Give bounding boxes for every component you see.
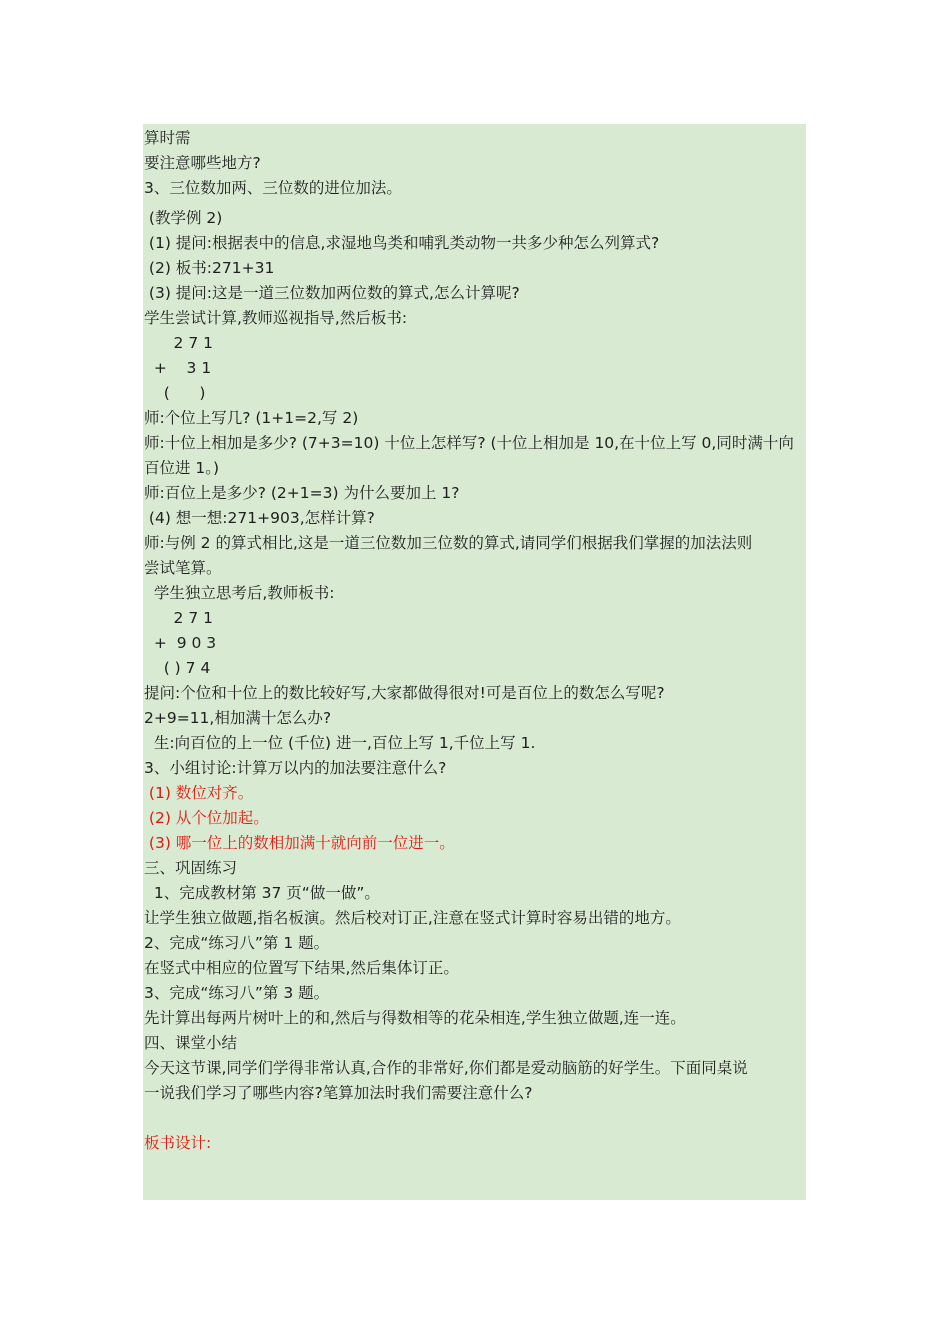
- text-line: 要注意哪些地方?: [144, 154, 261, 172]
- text-line: 师:与例 2 的算式相比,这是一道三位数加三位数的算式,请同学们根据我们掌握的加法法则: [144, 534, 753, 552]
- vertical-calc-line: + 3 1: [144, 359, 212, 377]
- text-line: (4) 想一想:271+903,怎样计算?: [144, 509, 375, 527]
- text-line: (2) 板书:271+31: [144, 259, 275, 277]
- text-line: 让学生独立做题,指名板演。然后校对订正,注意在竖式计算时容易出错的地方。: [144, 909, 681, 927]
- vertical-calc-line: ( ) 7 4: [144, 659, 211, 677]
- text-line: 1、完成教材第 37 页“做一做”。: [144, 884, 380, 902]
- key-point-red: (1) 数位对齐。: [144, 784, 254, 802]
- vertical-calc-line: + 9 0 3: [144, 634, 217, 652]
- text-line: 在竖式中相应的位置写下结果,然后集体订正。: [144, 959, 459, 977]
- text-line: 先计算出每两片树叶上的和,然后与得数相等的花朵相连,学生独立做题,连一连。: [144, 1009, 686, 1027]
- vertical-calc-line: ( ): [144, 384, 206, 402]
- key-point-red: (2) 从个位加起。: [144, 809, 269, 827]
- text-line: 尝试笔算。: [144, 559, 222, 577]
- section-heading: 3、三位数加两、三位数的进位加法。: [144, 179, 402, 197]
- text-line: (1) 提问:根据表中的信息,求湿地鸟类和哺乳类动物一共多少种怎么列算式?: [144, 234, 660, 252]
- lesson-plan-text: [144, 126, 799, 1156]
- section-heading: 三、巩固练习: [144, 859, 238, 877]
- text-line: 一说我们学习了哪些内容?笔算加法时我们需要注意什么?: [144, 1084, 533, 1102]
- vertical-calc-line: 2 7 1: [144, 609, 214, 627]
- board-design-heading: 板书设计:: [144, 1134, 212, 1152]
- text-line: 今天这节课,同学们学得非常认真,合作的非常好,你们都是爱动脑筋的好学生。下面同桌说: [144, 1059, 748, 1077]
- text-line: 师:十位上相加是多少? (7+3=10) 十位上怎样写? (十位上相加是 10,在十位上写 0,同时满十向百位进 1。): [144, 434, 794, 477]
- text-line: 学生独立思考后,教师板书:: [144, 584, 335, 602]
- vertical-calc-line: 2 7 1: [144, 334, 214, 352]
- text-line: 2+9=11,相加满十怎么办?: [144, 709, 332, 727]
- text-line: 学生尝试计算,教师巡视指导,然后板书:: [144, 309, 408, 327]
- text-line: 师:百位上是多少? (2+1=3) 为什么要加上 1?: [144, 484, 460, 502]
- text-line: (3) 提问:这是一道三位数加两位数的算式,怎么计算呢?: [144, 284, 520, 302]
- text-line: 2、完成“练习八”第 1 题。: [144, 934, 330, 952]
- text-line: 算时需: [144, 129, 191, 147]
- key-point-red: (3) 哪一位上的数相加满十就向前一位进一。: [144, 834, 455, 852]
- text-line: 生:向百位的上一位 (千位) 进一,百位上写 1,千位上写 1.: [144, 734, 536, 752]
- text-line: 3、小组讨论:计算万以内的加法要注意什么?: [144, 759, 447, 777]
- section-heading: 四、课堂小结: [144, 1034, 238, 1052]
- text-line: 提问:个位和十位上的数比较好写,大家都做得很对!可是百位上的数怎么写呢?: [144, 684, 665, 702]
- text-line: 师:个位上写几? (1+1=2,写 2): [144, 409, 359, 427]
- text-line: (教学例 2): [144, 209, 223, 227]
- blank-line: [144, 1106, 799, 1131]
- text-line: 3、完成“练习八”第 3 题。: [144, 984, 330, 1002]
